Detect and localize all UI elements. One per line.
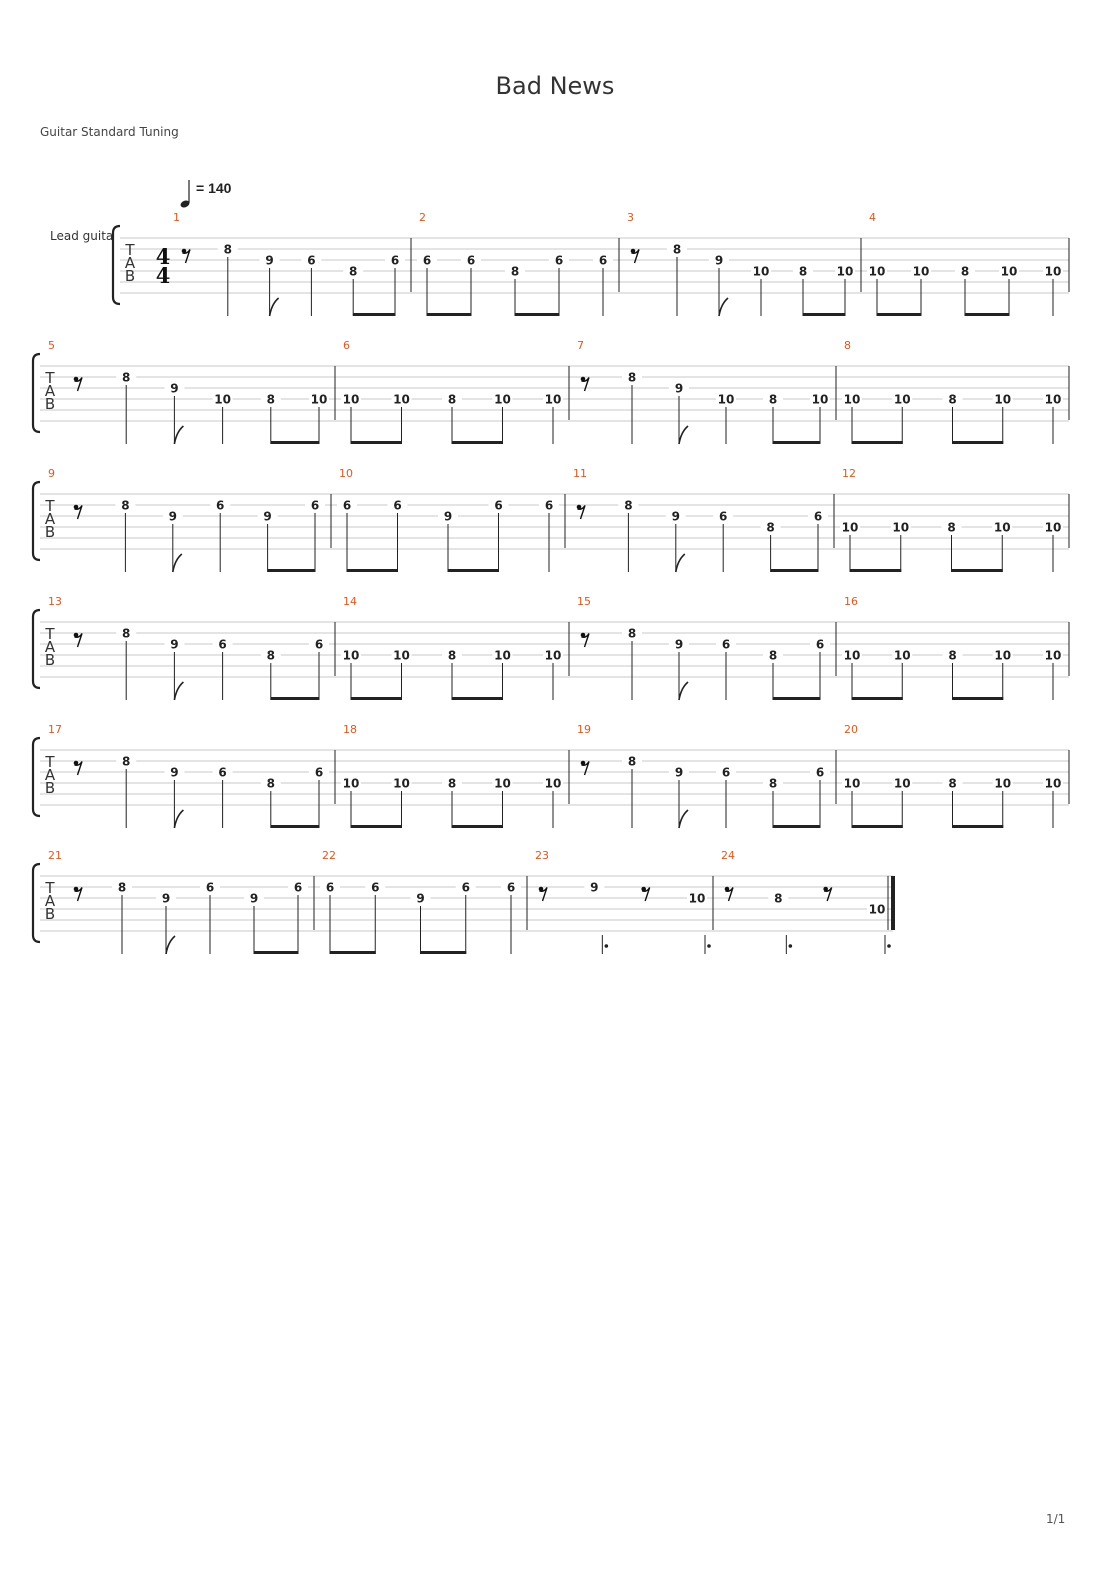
- tab-clef-letter: T: [125, 241, 135, 259]
- fret-number: 10: [494, 392, 511, 407]
- fret-number: 8: [947, 520, 956, 535]
- fret-number: 10: [843, 776, 861, 791]
- fret-number: 6: [721, 637, 731, 652]
- eighth-rest-icon: [823, 887, 831, 901]
- fret-number: 8: [960, 264, 970, 279]
- fret-number: 10: [688, 891, 706, 906]
- measure-number: 23: [535, 849, 549, 862]
- fret-number: 6: [461, 880, 470, 895]
- page-number: 1/1: [1046, 1512, 1066, 1526]
- note-beam: [953, 441, 1004, 444]
- measure: [48, 723, 329, 828]
- measure-number: 4: [869, 211, 876, 224]
- measure: [535, 849, 711, 954]
- fret-number: 10: [393, 648, 410, 663]
- note-beam: [852, 441, 903, 444]
- final-barline: [891, 876, 895, 930]
- measure: [48, 467, 325, 572]
- fret-number: 8: [766, 520, 775, 535]
- note-beam: [452, 825, 503, 828]
- fret-number: 6: [813, 509, 823, 524]
- fret-number: 8: [672, 242, 682, 257]
- eighth-flag-icon: [174, 426, 183, 444]
- fret-number: 6: [598, 253, 608, 268]
- measure: [48, 849, 308, 954]
- tab-clef-letter: B: [44, 779, 56, 797]
- eighth-rest-icon: [581, 761, 589, 775]
- note-beam: [268, 569, 316, 572]
- measure-number: 9: [48, 467, 55, 480]
- measure-number: 17: [48, 723, 62, 736]
- fret-number: 10: [544, 392, 562, 407]
- tab-clef-letter: B: [44, 651, 56, 669]
- fret-number: 9: [416, 891, 425, 906]
- fret-number: 6: [314, 765, 324, 780]
- fret-number: 10: [1000, 264, 1018, 279]
- fret-number: 9: [161, 891, 171, 906]
- fret-number: 6: [393, 498, 402, 513]
- eighth-flag-icon: [174, 810, 183, 828]
- fret-number: 10: [310, 392, 328, 407]
- tab-clef-letter: A: [44, 638, 56, 656]
- eighth-rest-icon: [641, 887, 649, 901]
- fret-number: 10: [994, 776, 1012, 791]
- fret-number: 10: [393, 776, 410, 791]
- note-beam: [953, 697, 1004, 700]
- fret-number: 8: [627, 626, 637, 641]
- note-beam: [452, 697, 503, 700]
- measure: [48, 339, 329, 444]
- measure: [573, 467, 828, 572]
- note-beam: [254, 951, 299, 954]
- fret-number: 10: [342, 648, 360, 663]
- tab-clef-letter: A: [124, 254, 136, 272]
- fret-number: 10: [717, 392, 735, 407]
- eighth-rest-icon: [74, 505, 82, 519]
- note-beam: [953, 825, 1004, 828]
- tab-clef-letter: B: [124, 267, 136, 285]
- fret-number: 10: [1044, 776, 1062, 791]
- measure-number: 8: [844, 339, 851, 352]
- measure: [417, 211, 613, 316]
- fret-number: 8: [121, 498, 130, 513]
- measure-number: 10: [339, 467, 353, 480]
- measure: [577, 595, 830, 700]
- fret-number: 6: [422, 253, 432, 268]
- staff-system: [33, 339, 1069, 444]
- fret-number: 10: [841, 520, 859, 535]
- fret-number: 8: [948, 648, 957, 663]
- measure-number: 20: [844, 723, 858, 736]
- note-beam: [421, 951, 467, 954]
- fret-number: 10: [893, 776, 911, 791]
- fret-number: 6: [815, 765, 825, 780]
- measure-number: 16: [844, 595, 858, 608]
- tab-clef-letter: A: [44, 382, 56, 400]
- fret-number: 6: [293, 880, 303, 895]
- fret-number: 6: [314, 637, 324, 652]
- fret-number: 10: [893, 648, 911, 663]
- eighth-flag-icon: [166, 936, 175, 954]
- fret-number: 10: [1044, 264, 1062, 279]
- eighth-rest-icon: [74, 633, 82, 647]
- fret-number: 8: [768, 392, 778, 407]
- eighth-flag-icon: [270, 298, 279, 316]
- measure: [173, 211, 405, 316]
- system-bracket: [33, 864, 40, 942]
- system-bracket: [33, 738, 40, 816]
- note-beam: [773, 441, 821, 444]
- eighth-rest-icon: [74, 761, 82, 775]
- eighth-rest-icon: [725, 887, 733, 901]
- note-beam: [803, 313, 846, 316]
- measure-number: 21: [48, 849, 62, 862]
- fret-number: 9: [170, 637, 179, 652]
- measure-number: 6: [343, 339, 350, 352]
- fret-number: 6: [342, 498, 352, 513]
- dot-icon: [887, 944, 891, 948]
- fret-number: 8: [122, 754, 131, 769]
- note-beam: [353, 313, 395, 316]
- tuning-label: Guitar Standard Tuning: [40, 125, 179, 139]
- tab-clef-letter: A: [44, 510, 56, 528]
- tab-clef-letter: T: [45, 369, 55, 387]
- fret-number: 9: [170, 381, 179, 396]
- note-beam: [965, 313, 1010, 316]
- fret-number: 9: [263, 509, 272, 524]
- note-beam: [773, 697, 821, 700]
- measure-number: 3: [627, 211, 634, 224]
- eighth-flag-icon: [676, 554, 685, 572]
- tab-clef-letter: B: [44, 905, 56, 923]
- staff-system: [33, 723, 1069, 828]
- tab-clef-letter: B: [44, 395, 56, 413]
- fret-number: 9: [674, 637, 684, 652]
- measure: [48, 595, 329, 700]
- measure-number: 24: [721, 849, 735, 862]
- measure-number: 11: [573, 467, 587, 480]
- measure-number: 14: [343, 595, 357, 608]
- fret-number: 6: [815, 637, 825, 652]
- measure-number: 7: [577, 339, 584, 352]
- dot-icon: [789, 944, 793, 948]
- fret-number: 10: [843, 392, 861, 407]
- eighth-rest-icon: [74, 887, 82, 901]
- staff-system: [113, 211, 1069, 316]
- tab-clef-letter: B: [44, 523, 56, 541]
- measure: [337, 467, 559, 572]
- measure: [577, 723, 830, 828]
- fret-number: 6: [371, 880, 380, 895]
- fret-number: 6: [218, 765, 227, 780]
- fret-number: 8: [798, 264, 808, 279]
- eighth-flag-icon: [679, 682, 688, 700]
- staff-system: [33, 595, 1069, 700]
- fret-number: 8: [447, 392, 457, 407]
- fret-number: 10: [892, 520, 910, 535]
- fret-number: 6: [216, 498, 225, 513]
- fret-number: 8: [447, 776, 457, 791]
- fret-number: 9: [249, 891, 259, 906]
- measure: [341, 723, 563, 828]
- fret-number: 8: [266, 392, 275, 407]
- tab-clef-letter: A: [44, 892, 56, 910]
- note-beam: [771, 569, 819, 572]
- measure: [341, 595, 563, 700]
- fret-number: 6: [390, 253, 400, 268]
- tempo-marking: = 140: [196, 180, 232, 196]
- measure-number: 2: [419, 211, 426, 224]
- fret-number: 6: [719, 509, 728, 524]
- fret-number: 8: [948, 392, 957, 407]
- dot-icon: [605, 944, 609, 948]
- fret-number: 6: [325, 880, 335, 895]
- eighth-flag-icon: [719, 298, 728, 316]
- note-beam: [427, 313, 472, 316]
- staff-system: [33, 467, 1069, 572]
- fret-number: 6: [544, 498, 554, 513]
- note-beam: [271, 825, 320, 828]
- fret-number: 10: [836, 264, 854, 279]
- measure-number: 19: [577, 723, 591, 736]
- note-beam: [850, 569, 901, 572]
- fret-number: 6: [721, 765, 731, 780]
- note-beam: [515, 313, 560, 316]
- eighth-rest-icon: [182, 249, 190, 263]
- measure: [842, 595, 1063, 700]
- fret-number: 10: [214, 392, 231, 407]
- fret-number: 6: [307, 253, 316, 268]
- measure: [842, 723, 1063, 828]
- measure: [840, 467, 1063, 572]
- measure: [721, 849, 891, 954]
- time-signature-top: 4: [155, 244, 171, 269]
- note-beam: [952, 569, 1003, 572]
- eighth-flag-icon: [174, 682, 183, 700]
- fret-number: 9: [443, 509, 453, 524]
- fret-number: 10: [994, 392, 1012, 407]
- fret-number: 8: [768, 648, 778, 663]
- fret-number: 6: [466, 253, 476, 268]
- fret-number: 9: [674, 765, 684, 780]
- measure-number: 18: [343, 723, 357, 736]
- tab-clef-letter: T: [45, 879, 55, 897]
- fret-number: 9: [714, 253, 724, 268]
- eighth-rest-icon: [631, 249, 639, 263]
- fret-number: 10: [993, 520, 1011, 535]
- fret-number: 10: [868, 264, 886, 279]
- note-beam: [773, 825, 821, 828]
- fret-number: 9: [674, 381, 684, 396]
- measure: [577, 339, 830, 444]
- eighth-rest-icon: [581, 377, 589, 391]
- fret-number: 8: [266, 776, 275, 791]
- fret-number: 9: [671, 509, 680, 524]
- fret-number: 10: [868, 902, 886, 917]
- fret-number: 9: [170, 765, 179, 780]
- measure: [842, 339, 1063, 444]
- measure-number: 15: [577, 595, 591, 608]
- fret-number: 9: [265, 253, 274, 268]
- note-beam: [452, 441, 503, 444]
- eighth-rest-icon: [74, 377, 82, 391]
- fret-number: 8: [122, 626, 131, 641]
- instrument-name: Lead guita: [50, 229, 114, 243]
- fret-number: 8: [122, 370, 131, 385]
- fret-number: 6: [494, 498, 503, 513]
- dot-icon: [707, 944, 711, 948]
- fret-number: 10: [1044, 520, 1062, 535]
- measure: [627, 211, 855, 316]
- tab-clef-letter: T: [45, 625, 55, 643]
- fret-number: 8: [774, 891, 783, 906]
- eighth-rest-icon: [577, 505, 585, 519]
- fret-number: 10: [1044, 648, 1062, 663]
- eighth-rest-icon: [539, 887, 547, 901]
- fret-number: 9: [590, 880, 599, 895]
- measure-number: 5: [48, 339, 55, 352]
- tab-clef-letter: A: [44, 766, 56, 784]
- eighth-flag-icon: [679, 810, 688, 828]
- note-beam: [852, 825, 903, 828]
- tab-clef-letter: T: [45, 753, 55, 771]
- measure-number: 22: [322, 849, 336, 862]
- measure-number: 1: [173, 211, 180, 224]
- fret-number: 10: [494, 776, 511, 791]
- measure: [867, 211, 1063, 316]
- fret-number: 10: [342, 392, 360, 407]
- note-beam: [330, 951, 376, 954]
- note-beam: [271, 697, 320, 700]
- note-beam: [877, 313, 922, 316]
- fret-number: 10: [811, 392, 829, 407]
- staff-system: [33, 849, 895, 954]
- fret-number: 6: [310, 498, 320, 513]
- fret-number: 8: [510, 264, 520, 279]
- fret-number: 8: [627, 754, 637, 769]
- system-bracket: [113, 226, 120, 304]
- fret-number: 10: [752, 264, 770, 279]
- system-bracket: [33, 482, 40, 560]
- fret-number: 10: [544, 648, 562, 663]
- score-title: Bad News: [495, 72, 615, 100]
- fret-number: 9: [168, 509, 177, 524]
- fret-number: 10: [1044, 392, 1062, 407]
- fret-number: 10: [393, 392, 410, 407]
- fret-number: 8: [768, 776, 778, 791]
- note-beam: [351, 441, 402, 444]
- fret-number: 8: [447, 648, 457, 663]
- note-beam: [271, 441, 320, 444]
- fret-number: 8: [627, 370, 637, 385]
- fret-number: 6: [506, 880, 516, 895]
- fret-number: 8: [223, 242, 232, 257]
- fret-number: 10: [994, 648, 1012, 663]
- measure-number: 13: [48, 595, 62, 608]
- fret-number: 8: [349, 264, 358, 279]
- time-signature-bottom: 4: [155, 263, 171, 288]
- fret-number: 10: [912, 264, 930, 279]
- note-beam: [347, 569, 398, 572]
- measure-number: 12: [842, 467, 856, 480]
- tab-clef-letter: T: [45, 497, 55, 515]
- system-bracket: [33, 354, 40, 432]
- system-bracket: [33, 610, 40, 688]
- note-beam: [351, 697, 402, 700]
- fret-number: 6: [218, 637, 227, 652]
- note-beam: [351, 825, 402, 828]
- eighth-flag-icon: [679, 426, 688, 444]
- fret-number: 6: [205, 880, 215, 895]
- fret-number: 8: [948, 776, 957, 791]
- fret-number: 6: [554, 253, 564, 268]
- fret-number: 10: [342, 776, 360, 791]
- fret-number: 8: [117, 880, 127, 895]
- eighth-flag-icon: [173, 554, 182, 572]
- fret-number: 10: [494, 648, 511, 663]
- eighth-rest-icon: [581, 633, 589, 647]
- fret-number: 10: [843, 648, 861, 663]
- fret-number: 10: [893, 392, 911, 407]
- fret-number: 8: [624, 498, 633, 513]
- fret-number: 8: [266, 648, 275, 663]
- fret-number: 10: [544, 776, 562, 791]
- note-beam: [448, 569, 499, 572]
- note-beam: [852, 697, 903, 700]
- measure: [320, 849, 521, 954]
- measure: [341, 339, 563, 444]
